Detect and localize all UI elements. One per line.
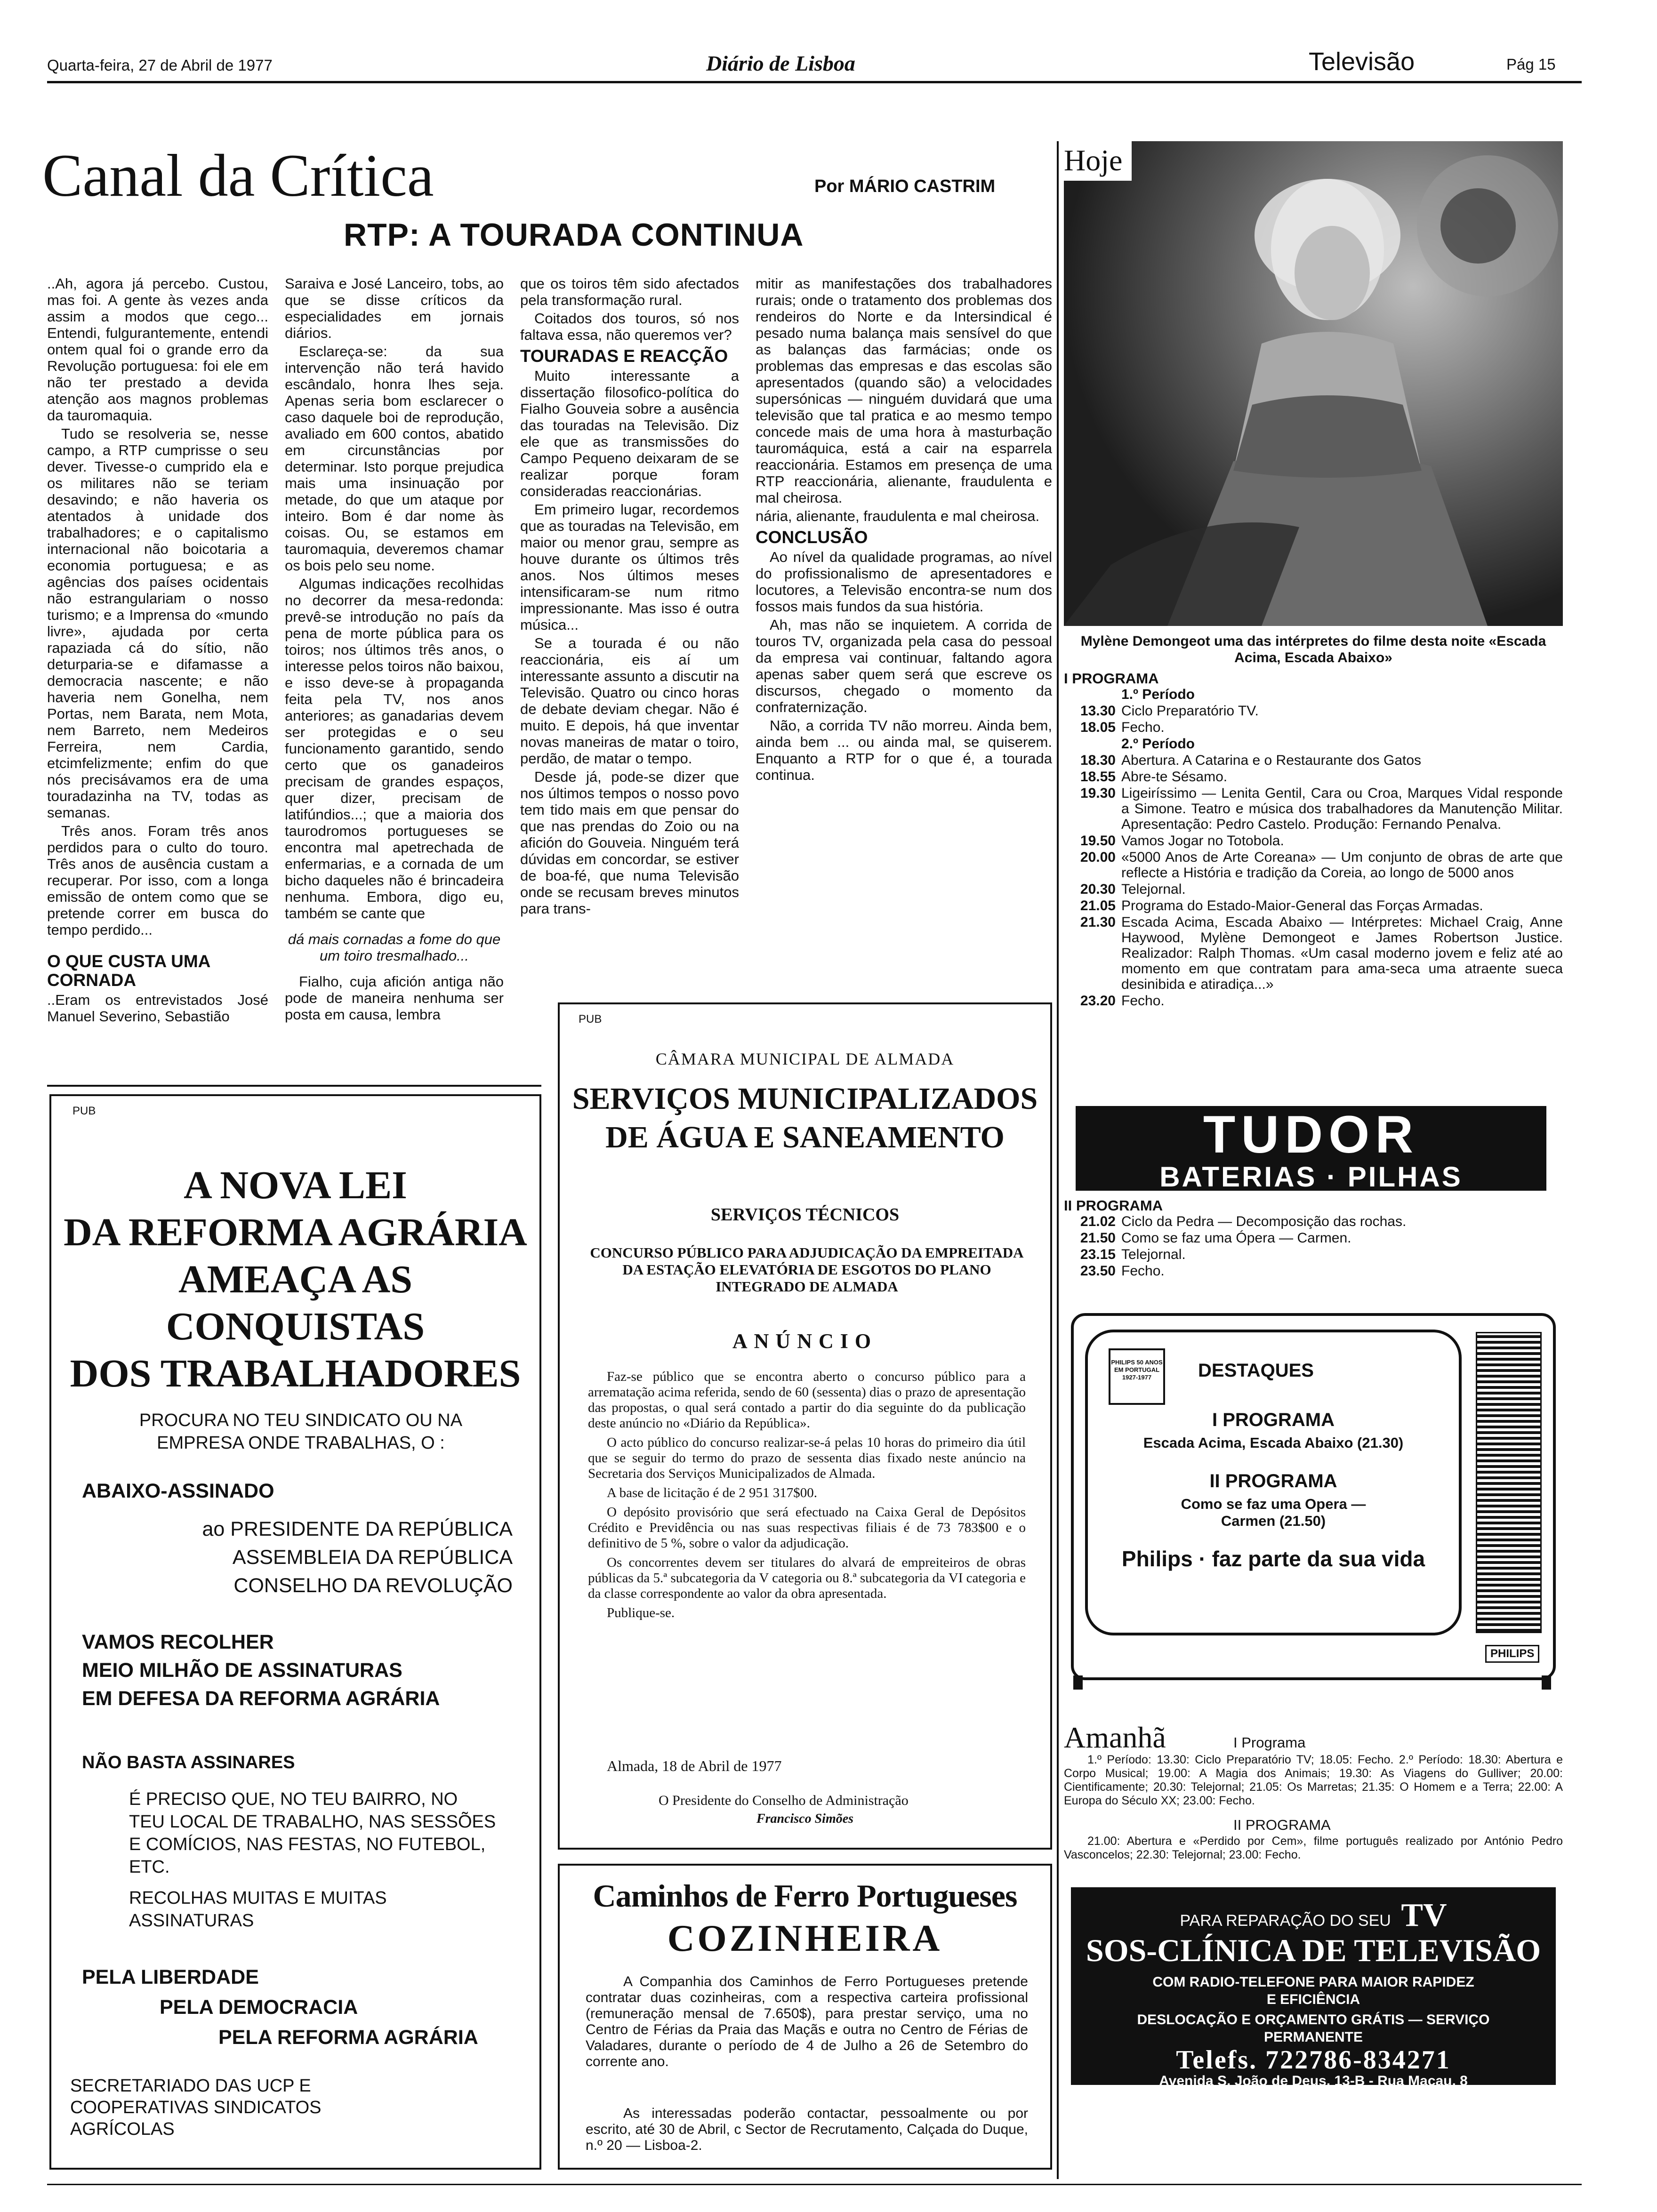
masthead-page: Pág 15 <box>1506 56 1556 73</box>
ad-pub-label: PUB <box>72 1105 96 1117</box>
ad-almada-servicos: SERVIÇOS TÉCNICOS <box>710 1205 900 1225</box>
program-row <box>1064 1247 1563 1262</box>
sos-ad <box>1071 1887 1556 2089</box>
slogan: PELA REFORMA AGRÁRIA <box>218 2026 478 2049</box>
program-text: Como se faz uma Ópera — Carmen. <box>1121 1230 1351 1246</box>
tv-leg-right <box>1542 1675 1551 1690</box>
program-text: Abre-te Sésamo. <box>1121 769 1228 785</box>
col3-para: que os toiros têm sido afectados pela transformação rural. <box>520 275 739 308</box>
col4-para: Não, a corrida TV não morreu. Ainda bem, ainda bem ... ou ainda mal, se quiserem. Enquanto a RTP for o que é, a tourada continua. <box>756 717 1052 783</box>
program-time: 20.00 <box>1080 850 1116 865</box>
amanha-label: Amanhã <box>1064 1721 1166 1754</box>
tudor-brand: TUDOR <box>1203 1105 1419 1164</box>
col2-tail: Fialho, cuja afición antiga não pode de maneira nenhuma ser posta em causa, lembra <box>285 973 504 1023</box>
sos-l2: COM RADIO-TELEFONE PARA MAIOR RAPIDEZ <box>1152 1974 1474 1990</box>
collect-line: MEIO MILHÃO DE ASSINATURAS <box>82 1659 402 1682</box>
program-text: Ciclo da Pedra — Decomposição das rochas. <box>1121 1214 1407 1229</box>
masthead <box>28 47 1572 80</box>
ad-almada-date: Almada, 18 de Abril de 1977 <box>607 1757 782 1774</box>
program-row <box>1064 898 1563 914</box>
sos-line1 <box>1071 1897 1556 1934</box>
ad-almada-name: Francisco Simões <box>756 1811 854 1826</box>
collect-line: VAMOS RECOLHER <box>82 1631 274 1653</box>
philips-ii-text: Como se faz uma Opera — Carmen (21.50) <box>1181 1496 1366 1529</box>
program-text: 2.º Período <box>1121 736 1195 752</box>
program-row <box>1064 687 1563 702</box>
program-time: 19.50 <box>1080 833 1116 849</box>
almada-para: Faz-se público que se encontra aberto o concurso público para a arrematação acima referida, sendo de 60 (sessenta) dias o prazo de apresentação das propostas, o qual será contado a partir do dia seguinte do da publicação deste anúncio no «Diário da República». <box>588 1369 1026 1431</box>
ad-pub-label: PUB <box>579 1013 602 1026</box>
program-text: Telejornal. <box>1121 1247 1186 1262</box>
col4-para: Ah, mas não se inquietem. A corrida de touros TV, organizada pela casa do pessoal da empresa vai continuar, faltando agora apenas saber quem será que escreve os discursos, chegado o momento da confraternização. <box>756 617 1052 715</box>
program-time: 18.05 <box>1080 720 1116 735</box>
program-time <box>1064 687 1116 702</box>
amanha-p2-title: II PROGRAMA <box>1233 1817 1331 1833</box>
almada-para: O acto público do concurso realizar-se-á pelas 10 horas do primeiro dia útil que se seguir do termo do prazo de sessenta dias fixado neste anúncio na Secretaria dos Serviços Municipalizados de Almada. <box>588 1435 1026 1481</box>
program-2-title: II PROGRAMA <box>1064 1197 1163 1214</box>
amanha-p1-title: I Programa <box>1233 1734 1306 1751</box>
program-text: Fecho. <box>1121 993 1165 1009</box>
program-row <box>1064 703 1563 719</box>
philips-ii-prog: II PROGRAMA <box>1209 1471 1337 1491</box>
column-col1 <box>47 275 268 1026</box>
sos-tel: Telefs. 722786-834271 <box>1176 2045 1451 2075</box>
program-2 <box>1064 1198 1563 1280</box>
slogan: PELA DEMOCRACIA <box>160 1996 358 2019</box>
sos-l3: E EFICIÊNCIA <box>1266 1992 1360 2007</box>
title-line: SERVIÇOS MUNICIPALIZADOS <box>572 1082 1038 1116</box>
sos-l4: DESLOCAÇÃO E ORÇAMENTO GRÁTIS — SERVIÇO <box>1137 2012 1490 2028</box>
program-text: Vamos Jogar no Totobola. <box>1121 833 1284 849</box>
ad-almada-camara: CÂMARA MUNICIPAL DE ALMADA <box>655 1050 955 1068</box>
masthead-date: Quarta-feira, 27 de Abril de 1977 <box>47 56 273 74</box>
program-row <box>1064 914 1563 992</box>
ad-reforma-footer: SECRETARIADO DAS UCP E COOPERATIVAS SINDICATOS AGRÍCOLAS <box>70 2076 322 2139</box>
col1-tail: ..Eram os entrevistados José Manuel Severino, Sebastião <box>47 992 268 1025</box>
column-headline: RTP: A TOURADA CONTINUA <box>344 217 804 253</box>
ad-cp-body: A Companhia dos Caminhos de Ferro Portugueses pretende contratar duas cozinheiras, com a respectiva carteira profissional (remuneração mensal de 7.650$), para prestar serviço, uma no Centro de Férias da Praia das Maçãs e outra no Centro de Férias de Valadares, durante o período de 4 de Julho a 26 de Setembro do corrente ano. <box>586 1974 1028 2069</box>
ad-reforma-to <box>145 1515 513 1600</box>
program-row <box>1064 993 1563 1009</box>
program-time: 21.30 <box>1080 914 1116 930</box>
philips-ad <box>1071 1313 1556 1690</box>
col4-subhead: CONCLUSÃO <box>756 528 868 547</box>
program-text: 1.º Período <box>1121 687 1195 702</box>
sos-addr: Avenida S. João de Deus, 13-B - Rua Macau, 8 <box>1159 2073 1468 2089</box>
program-time: 13.30 <box>1080 703 1116 719</box>
headline-line: DA REFORMA AGRÁRIA <box>64 1210 527 1254</box>
program-row <box>1064 753 1563 768</box>
almada-para: A base de licitação é de 2 951 317$00. <box>607 1485 817 1500</box>
col2-para: Algumas indicações recolhidas no decorrer da mesa-redonda: prevê-se introdução no país da pena de morte pública para os toiros; nos últimos três anos, o interesse pelos toiros não baixou, e isso deve-se à propaganda feita pela TV, nos anos anteriores; as ganadarias devem ser protegidas e o seu funcionamento garantido, sendo certo que os ganadeiros precisam de grandes espaços, quer dizer, precisam de latifúndios...; que a maioria dos taurodromos portugueses se encontra mal apetrechada de enfermarias, e a cornada de um bicho daqueles não é brincadeira nenhuma. Embora, digo eu, também se cante que <box>285 576 504 922</box>
right-column-rule <box>1057 141 1059 2179</box>
program-text: Programa do Estado-Maior-General das Forças Armadas. <box>1121 898 1483 914</box>
slogan: PELA LIBERDADE <box>82 1966 259 1988</box>
headline-line: DOS TRABALHADORES <box>70 1352 521 1395</box>
tv-leg-left <box>1073 1675 1083 1690</box>
philips-i-text: Escada Acima, Escada Abaixo (21.30) <box>1143 1435 1404 1451</box>
ad-almada-concurso: CONCURSO PÚBLICO PARA ADJUDICAÇÃO DA EMPREITADA DA ESTAÇÃO ELEVATÓRIA DE ESGOTOS DO PLANO INTEGRADO DE ALMADA <box>590 1244 1024 1295</box>
ad-reforma-intro: PROCURA NO TEU SINDICATO OU NA EMPRESA ONDE TRABALHAS, O : <box>139 1411 463 1453</box>
ad-reforma-preciso: É PRECISO QUE, NO TEU BAIRRO, NO TEU LOCAL DE TRABALHO, NAS SESSÕES E COMÍCIOS, NAS FESTAS, NO FUTEBOL, ETC. <box>129 1789 496 1877</box>
almada-para: O depósito provisório que será efectuado na Caixa Geral de Depósitos Crédito e Previdência ou nas suas respectivas filiais é de 73 783$00 e o definitivo de 5 %, sobre o valor da adjudicação. <box>588 1505 1026 1551</box>
column-col4 <box>756 275 1052 785</box>
ad-cp-job: COZINHEIRA <box>667 1918 943 1959</box>
column-byline: Por MÁRIO CASTRIM <box>814 176 996 196</box>
col4-para: nária, alienante, fraudulenta e mal cheirosa. <box>756 508 1040 524</box>
program-time: 21.05 <box>1080 898 1116 914</box>
program-text: Telejornal. <box>1121 882 1186 897</box>
col1-para: ..Ah, agora já percebo. Custou, mas foi. A gente às vezes anda assim a modos que cego... Entendi, fulgurantemente, entendi ontem qual foi o grande erro da Revolução portuguesa: foi ele em não ter prestado a devida atenção aos magnos problemas da tauromaquia. <box>47 275 268 424</box>
program-row <box>1064 1263 1563 1279</box>
photo-illustration <box>1064 141 1563 626</box>
program-row <box>1064 1214 1563 1229</box>
program-time: 18.30 <box>1080 753 1116 768</box>
program-time: 18.55 <box>1080 769 1116 785</box>
tv-speaker-panel <box>1476 1332 1542 1633</box>
col3-para: Desde já, pode-se dizer que nos últimos tempos o nosso povo tem tido mais em que pensar do que nas prendas do Zoio ou na afición do Gouveia. Ninguém terá dúvidas em concordar, se estiver de boa-fé, que numa Televisão onde se recusam breves minutos para trans- <box>520 769 739 917</box>
ad-reforma-abaixo: ABAIXO-ASSINADO <box>82 1480 274 1502</box>
col3-para: Se a tourada é ou não reaccionária, eis aí um interessante assunto a discutir na Televisão. Quatro ou cinco horas de debate deviam chegar. Não é muito. E depois, há que inventar novas maneiras de matar o toiro, perdão, de matar o tempo. <box>520 635 739 767</box>
amanha-p2: 21.00: Abertura e «Perdido por Cem», filme português realizado por António Pedro Vasconcelos; 22.30: Telejornal; 23.00: Fecho. <box>1064 1835 1563 1861</box>
hoje-caption: Mylène Demongeot uma das intérpretes do filme desta noite «Escada Acima, Escada Abaixo» <box>1080 633 1546 665</box>
philips-slogan: Philips · faz parte da sua vida <box>1121 1547 1425 1571</box>
program-text: Fecho. <box>1121 720 1165 735</box>
almada-para: Os concorrentes devem ser titulares do alvará de empreiteiros de obras públicas da 5.ª subcategoria da V categoria ou 8.ª subcategoria da VI categoria e da classe correspondente ao valor da obra apresentada. <box>588 1555 1026 1601</box>
to-line: ASSEMBLEIA DA REPÚBLICA <box>232 1546 513 1569</box>
program-row <box>1064 736 1563 752</box>
ad-reforma-recolhas: RECOLHAS MUITAS E MUITAS ASSINATURAS <box>129 1888 387 1931</box>
ad-reforma-headline <box>51 1162 539 1397</box>
col4-para: Ao nível da qualidade programas, ao nível do profissionalismo de apresentadores e locutores, a Televisão encontra-se num dos fossos mais fundos da sua história. <box>756 549 1052 615</box>
program-row <box>1064 785 1563 832</box>
ad-almada-anuncio: ANÚNCIO <box>732 1330 878 1353</box>
masthead-paper: Diário de Lisboa <box>706 51 855 75</box>
column-bottom-rule <box>47 1085 541 1087</box>
col4-para: mitir as manifestações dos trabalhadores rurais; onde o tratamento dos problemas dos rendeiros do Norte e da Intersindical é pesado numa balança mais sensível do que as balanças das farmácias; onde os problemas das empresas e das escolas são apresentados (quando são) a velocidades supersónicas — ninguém duvidará que uma televisão que tal pratica e ao mesmo tempo concede mais de uma hora à masturbação tauromáquica, está a cair na esparrela reaccionária. Estamos em presença de uma RTP reaccionária, alienante, fraudulenta e mal cheirosa. <box>756 275 1052 506</box>
col2-para: Esclareça-se: da sua intervenção não terá havido escândalo, honra lhes seja. Apenas seria bom esclarecer o caso daquele boi de reprodução, avaliado em 600 contos, abatido em circunstâncias por determinar. Isto porque prejudica mais uma insinuação por metade, do que um ataque por inteiro. Bom é dar nome às coisas. Ou, se estamos em tauromaquia, deveremos chamar os bois pelo seu nome. <box>285 343 504 574</box>
col3-para: Coitados dos touros, só nos faltava essa, não queremos ver? <box>520 310 739 343</box>
masthead-section: Televisão <box>1309 48 1415 76</box>
philips-destaques: DESTAQUES <box>1198 1360 1314 1381</box>
sos-l5: PERMANENTE <box>1263 2029 1363 2045</box>
program-row <box>1064 769 1563 785</box>
program-row <box>1064 720 1563 735</box>
ad-cp-title: Caminhos de Ferro Portugueses <box>593 1878 1017 1914</box>
collect-line: EM DEFESA DA REFORMA AGRÁRIA <box>82 1687 440 1710</box>
col1-subhead: O QUE CUSTA UMA CORNADA <box>47 952 210 990</box>
ad-reforma-nao-basta: NÃO BASTA ASSINARES <box>82 1753 295 1772</box>
ad-almada-sign: O Presidente do Conselho de Administração <box>659 1793 909 1808</box>
program-text: Ciclo Preparatório TV. <box>1121 703 1259 719</box>
title-line: DE ÁGUA E SANEAMENTO <box>605 1120 1005 1154</box>
program-time: 19.30 <box>1080 785 1116 801</box>
program-text: Escada Acima, Escada Abaixo — Intérpretes: Michael Craig, Anne Haywood, Mylène Demongeot e James Robertson Justice. Realizador: Ralph Thomas. «Um casal moderno jovem e feliz até ao momento em que contratam para ama-seca uma atraente sueca desinibida e atiradiça...» <box>1121 914 1563 992</box>
almada-para: Publique-se. <box>607 1605 675 1620</box>
program-row <box>1064 850 1563 881</box>
col2-para: Saraiva e José Lanceiro, tobs, ao que se disse críticos da especialidades em jornais diários. <box>285 275 504 341</box>
philips-badge: PHILIPS 50 ANOS EM PORTUGAL 1927-1977 <box>1109 1348 1165 1405</box>
program-1-list <box>1064 687 1563 1009</box>
headline-line: A NOVA LEI <box>184 1163 407 1207</box>
amanha-p1: 1.º Período: 13.30: Ciclo Preparatório TV; 18.05: Fecho. 2.º Período: 18.30: Abertura e Corpo Musical; 19.00: A Magia dos Animais; 19.30: As Viagens do Gulliver; 20.00: Cientificamente; 20.30: Telejornal; 21.05: Os Marretas; 21.35: O Homem e a Terra; 22.00: A Europa do Século XX; 23.00: Fecho. <box>1064 1753 1563 1807</box>
program-time: 23.50 <box>1080 1263 1116 1279</box>
col3-para: Em primeiro lugar, recordemos que as touradas na Televisão, em maior ou menor grau, sempre as houve durante os últimos três anos. Nos últimos meses intensificaram-se num ritmo impressionante. Mas isso é outra música... <box>520 501 739 633</box>
program-time <box>1064 736 1116 752</box>
ad-cp-contact: As interessadas poderão contactar, pessoalmente ou por escrito, até 30 de Abril, c Sector de Recrutamento, Calçada do Duque, n.º 20 — Lisboa-2. <box>586 2106 1028 2153</box>
program-text: Fecho. <box>1121 1263 1165 1279</box>
column-title: Canal da Crítica <box>42 142 434 209</box>
col3-subhead: TOURADAS E REACÇÃO <box>520 346 728 366</box>
tudor-ad <box>1076 1106 1546 1191</box>
ad-almada <box>558 1002 1052 1850</box>
page-bottom-rule <box>47 2184 1582 2185</box>
program-row <box>1064 882 1563 897</box>
philips-logo: PHILIPS <box>1485 1645 1539 1663</box>
ad-cp <box>558 1864 1052 2170</box>
col2-quote: dá mais cornadas a fome do que um toiro tresmalhado... <box>288 931 501 964</box>
program-text: Ligeiríssimo — Lenita Gentil, Cara ou Croa, Marques Vidal responde a Simone. Teatro e música dos trabalhadores da Manutenção Militar. Apresentação: Pedro Castelo. Produção: Fernando Penalva. <box>1121 785 1563 832</box>
column-col3 <box>520 275 739 919</box>
headline-line: AMEAÇA AS CONQUISTAS <box>166 1258 425 1348</box>
ad-reforma-collect <box>82 1628 440 1713</box>
column-col2 <box>285 275 504 1025</box>
program-time: 21.50 <box>1080 1230 1116 1246</box>
program-time: 23.20 <box>1080 993 1116 1009</box>
to-line: CONSELHO DA REVOLUÇÃO <box>233 1574 513 1597</box>
tudor-sub: BATERIAS · PILHAS <box>1159 1161 1463 1193</box>
ad-reforma-slogans <box>82 1962 506 2052</box>
ad-reforma-agraria <box>49 1094 541 2170</box>
philips-i-prog: I PROGRAMA <box>1212 1410 1335 1430</box>
col1-para: Tudo se resolveria se, nesse campo, a RTP cumprisse o seu dever. Tivesse-o cumprido ela e os militares não se teriam desavindo; e não haveria os atentados à unidade dos trabalhadores; e o capitalismo internacional não boicotaria a economia portuguesa; e as agências dos países ocidentais não estrangulariam o nosso turismo; e a Imprensa do «mundo livre», ajudada por certa rapaziada cá do sítio, não deturparia-se e difamasse a democracia nascente; e não haveria nem Gonelha, nem Portas, nem Barata, nem Mota, nem Barreto, nem Medeiros Ferreira, nem Cardia, etcimfelizmente; enfim do que nós precisávamos era de uma touradazinha na TV, todas as semanas. <box>47 425 268 821</box>
program-2-list <box>1064 1214 1563 1279</box>
program-text: «5000 Anos de Arte Coreana» — Um conjunto de obras de arte que reflecte a História e tradição da Coreia, ao longo de 5000 anos <box>1121 850 1563 881</box>
program-1-title: I PROGRAMA <box>1064 670 1159 687</box>
sos-line1a: PARA REPARAÇÃO DO SEU <box>1180 1912 1391 1930</box>
program-1 <box>1064 671 1563 1010</box>
program-row <box>1064 1230 1563 1246</box>
hoje-label: Hoje <box>1064 141 1132 181</box>
masthead-rule <box>47 81 1582 83</box>
program-time: 21.02 <box>1080 1214 1116 1229</box>
program-time: 23.15 <box>1080 1247 1116 1262</box>
to-line: ao PRESIDENTE DA REPÚBLICA <box>202 1518 513 1540</box>
tv-column <box>1064 141 1582 2179</box>
hoje-photo <box>1064 141 1563 626</box>
sos-line1b: TV <box>1401 1897 1447 1933</box>
program-row <box>1064 833 1563 849</box>
sos-title: SOS-CLÍNICA DE TELEVISÃO <box>1086 1932 1541 1968</box>
program-time: 20.30 <box>1080 882 1116 897</box>
col1-para: Três anos. Foram três anos perdidos para o culto do touro. Três anos de ausência custam a recuperar. Por isso, com a longa emissão de ontem como que se pretende correr em busca do tempo perdido... <box>47 823 268 938</box>
col3-para: Muito interessante a dissertação filosofico-política do Fialho Gouveia sobre a ausência das touradas na Televisão. Diz ele que as transmissões do Campo Pequeno deixaram de se realizar porque foram consideradas reaccionárias. <box>520 368 739 499</box>
ad-almada-body <box>588 1369 1026 1625</box>
program-text: Abertura. A Catarina e o Restaurante dos Gatos <box>1121 753 1422 768</box>
ad-almada-title <box>560 1080 1050 1157</box>
